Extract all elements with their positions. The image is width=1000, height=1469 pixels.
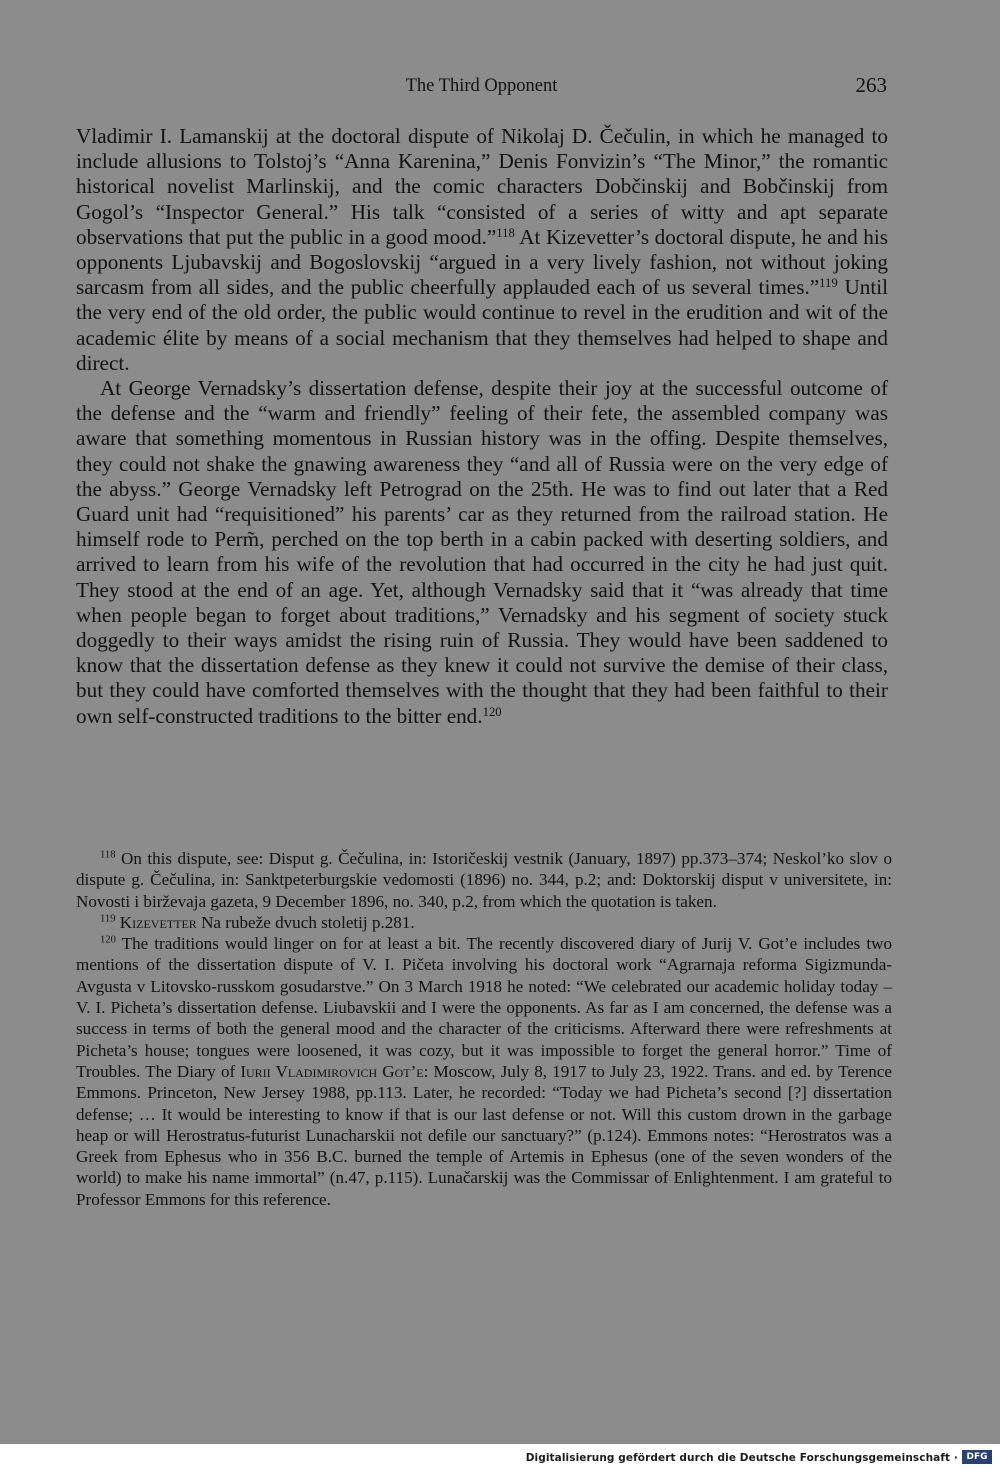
paragraph-text: Until the very end of the old order, the public would continue to revel in the erudition and wit of the academic élite by means of a social mechanism that they themselves had helped to shape and direct.	[76, 275, 888, 375]
paragraph-text: Vladimir I. Lamanskij at the doctoral dispute of Nikolaj D. Čečulin, in which he managed to include allusions to Tolstoj’s “Anna Karenina,” Denis Fonvizin’s “The Minor,” the romantic historical novelist Marlinskij, and the comic characters Dobčinskij and Bobčinskij from Gogol’s “Inspector General.” His talk “consisted of a series of witty and apt separate observations that put the public in a good mood.”	[76, 124, 888, 249]
footnote-ref: 119	[819, 276, 838, 291]
funding-credit: Digitalisierung gefördert durch die Deutsche Forschungsgemeinschaft ·	[525, 1452, 958, 1464]
paragraph-text: At Kizevetter’s doctoral dispute, he and his opponents Ljubavskij and Bogoslovskij “argued in a very lively fashion, not without joking sarcasm from all sides, and the public cheerfully applauded each of us several times.”	[76, 224, 888, 300]
paragraph	[76, 124, 888, 376]
footnote-text: On this dispute, see: Disput g. Čečulina, in: Istoričeskij vestnik (January, 1897) pp.373–374; Neskol’ko slov o dispute g. Čečulina, in: Sanktpeterburgskie vedomosti (1896) no. 344, p.2; and: Doktorskij disput v universitete, in: Novosti i birževaja gazeta, 9 December 1896, no. 340, p.2, from which the quotation is taken.	[76, 849, 893, 911]
running-head-title: The Third Opponent	[405, 76, 558, 96]
body-text	[76, 124, 888, 729]
footnotes	[76, 848, 892, 1210]
paragraph	[76, 376, 888, 729]
running-head	[76, 73, 887, 102]
footnote-number: 120	[100, 934, 116, 946]
footnote-ref: 120	[482, 704, 502, 719]
paragraph-text: At George Vernadsky’s dissertation defense, despite their joy at the successful outcome of the defense and the “warm and friendly” feeling of their fete, the assembled company was aware that something momentous in Russian history was in the offing. Despite themselves, they could not shake the gnawing awareness they “and all of Russia were on the very edge of the abyss.” George Vernadsky left Petrograd on the 25th. He was to find out later that a Red Guard unit had “requisitioned” his parents’ car as they returned from the railroad station. He himself rode to Perm̃, perched on the top berth in a cabin packed with deserting soldiers, and arrived to learn from his wife of the revolution that had occurred in the city he had just quit. They stood at the end of an age. Yet, although Vernadsky said that it “was already that time when people began to forget about traditions,” Vernadsky and his segment of society stuck doggedly to their ways amidst the rising ruin of Russia. They would have been saddened to know that the dissertation defense as they knew it could not survive the demise of their class, but they could have comforted themselves with the thought that they had been faithful to their own self-constructed traditions to the bitter end.	[76, 376, 888, 728]
footnote-number: 118	[100, 849, 116, 861]
digitization-footer	[0, 1444, 1000, 1469]
footnote-text: : Moscow, July 8, 1917 to July 23, 1922. Trans. and ed. by Terence Emmons. Princeton, New Jersey 1988, pp.113. Later, he recorded: “Today we had Picheta’s second [?] dissertation defense; … It would be interesting to know if that is our last defense or not. Will this custom drown in the garbage heap or will Herostratus-futurist Lunacharskii not defile our sanctuary?” (p.124). Emmons notes: “Herostratos was a Greek from Ephesus who in 356 B.C. burned the temple of Artemis in Ephesus (one of the seven wonders of the world) to make his name immortal” (n.47, p.115). Lunačarskij was the Commissar of Enlightenment. I am grateful to Professor Emmons for this reference.	[76, 1061, 892, 1209]
footnote-ref: 118	[496, 225, 515, 240]
dfg-logo: DFG	[962, 1450, 992, 1464]
footnote-author: Kizevetter	[119, 912, 197, 932]
page-number: 263	[855, 73, 887, 97]
footnote	[76, 933, 892, 1210]
footnote-author: Iurii Vladimirovich Got’e	[240, 1061, 424, 1081]
footnote-text: The traditions would linger on for at least a bit. The recently discovered diary of Jurij V. Got’e includes two mentions of the dissertation dispute of V. I. Pičeta involving his doctoral work “Agrarnaja reforma Sigizmunda-Avgusta v Litovsko-russkom gosudarstve.” On 3 March 1918 he noted: “We celebrated our academic holiday today – V. I. Picheta’s dissertation defense. Liubavskii and I were the opponents. As far as I am concerned, the defense was a success in terms of both the general mood and the character of the criticisms. Afterward there were refreshments at Picheta’s house; tongues were loosened, it was cozy, but it was impossible to forget the general horror.” Time of Troubles. The Diary of	[76, 934, 892, 1081]
footnote	[76, 912, 892, 933]
footnote-number: 119	[100, 913, 116, 925]
footnote	[76, 848, 892, 912]
footnote-text: Na rubeže dvuch stoletij p.281.	[201, 912, 415, 932]
